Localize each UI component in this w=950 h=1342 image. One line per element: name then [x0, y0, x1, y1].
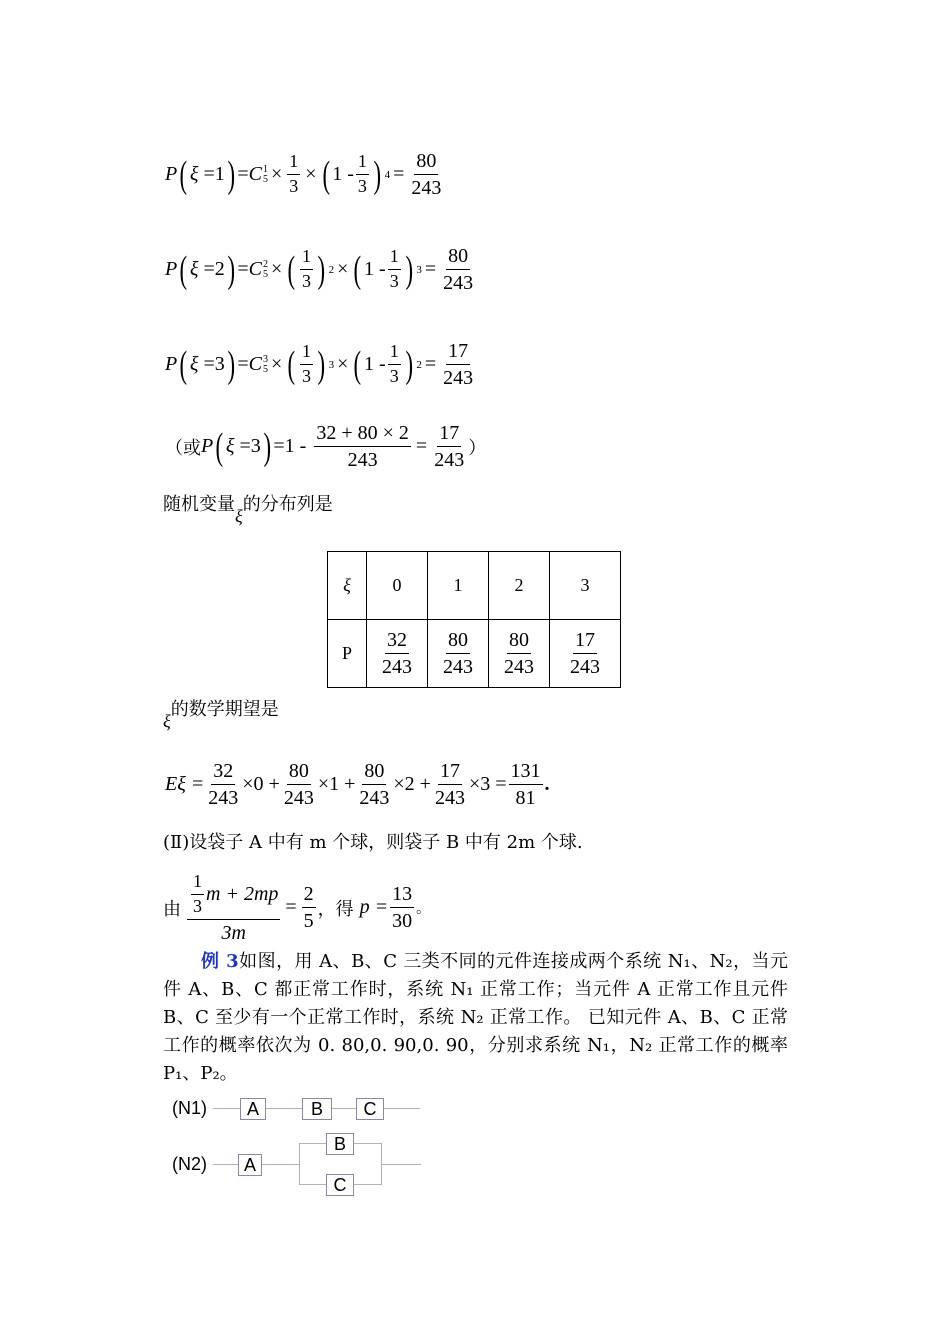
exponent: 3 [416, 263, 422, 276]
expect-intro: ξ的数学期望是 [163, 699, 279, 731]
table-row [328, 620, 621, 688]
comb-sub: 5 [263, 268, 269, 280]
result-fraction: $\frac{80}{243}$ [443, 245, 474, 294]
component-c2: C [326, 1174, 354, 1196]
exponent: 3 [328, 358, 335, 371]
k-value: 3 [250, 435, 261, 457]
formula-p3: P ( ξ = 3 ) = C 3 5 × ( $\frac{1}{3}$ ) 3 × ( 1 - $\frac{1}{3}$ ) 2 = $\frac{17}{243}$ [165, 340, 474, 389]
table-cell: $\frac{32}{243}$ [367, 620, 428, 688]
table-cell: 3 [550, 552, 621, 620]
table-cell: P [328, 620, 367, 688]
xi-symbol: ξ [225, 435, 235, 457]
n1-label: (N1) [172, 1098, 207, 1118]
comb-sup: 3 [263, 353, 269, 365]
formula-alt: （或 P ( ξ = 3 ) =1 - $\frac{32 + 80 \times 2}{243}$ = $\frac{17}{243}$ ） [165, 422, 487, 471]
component-a2: A [238, 1154, 262, 1176]
k-value: 2 [214, 258, 225, 280]
distribution-table [327, 551, 621, 688]
fraction: $\frac{80}{243}$ [359, 760, 390, 809]
example-text: 如图，用 A、B、C 三类不同的元件连接成两个系统 N₁、N₂，当元件 A、B、C 都正常工作时，系统 N₁ 正常工作；当元件 A 正常工作且元件 B、C 至少有一个正常工作时，系统 N₂ 正常工作。 已知元件 A、B、C 正常工作的概率依次为 0. 80,0. 90,0. 90，分别求系统 N₁，N₂ 正常工作的概率 P₁、P₂。 [163, 951, 789, 1084]
fraction: $\frac{32 + 80 \times 2}{243}$ [316, 422, 409, 471]
result-fraction: $\frac{17}{243}$ [443, 340, 474, 389]
lead-text: 由 [163, 898, 181, 920]
one-minus: 1 - [332, 163, 354, 185]
eq-one-minus: =1 - [273, 435, 307, 457]
one-minus: 1 - [364, 258, 386, 280]
comb-sup: 1 [263, 163, 269, 175]
table-cell: 1 [428, 552, 489, 620]
part2-text: (Ⅱ)设袋子 A 中有 m 个球，则袋子 B 中有 2m 个球. [163, 832, 583, 853]
example-label: 例 3 [201, 951, 239, 972]
component-b2: B [326, 1133, 354, 1155]
one-minus: 1 - [364, 353, 386, 375]
exponent: 4 [384, 168, 391, 181]
result-fraction: $\frac{80}{243}$ [411, 150, 442, 199]
formula-p1: P ( ξ = 1 ) = C 1 5 × $\frac{1}{3}$ × ( 1 - $\frac{1}{3}$ ) 4 = $\frac{80}{243}$ [165, 150, 442, 199]
table-row [328, 552, 621, 620]
result-fraction: $\frac{17}{243}$ [434, 422, 465, 471]
fraction: $\frac{17}{243}$ [434, 760, 465, 809]
e-xi: Eξ = [165, 773, 205, 795]
result-fraction: $\frac{131}{81}$ [510, 760, 541, 809]
fraction: $\frac{1}{3}$ [389, 246, 399, 291]
comb-sub: 5 [263, 363, 269, 375]
compound-fraction: $\frac{1}{3}$ m + 2mp 3m [187, 872, 280, 944]
k-value: 3 [214, 353, 225, 375]
fraction: $\frac{1}{3}$ [357, 151, 367, 196]
fraction: $\frac{1}{3}$ [301, 246, 311, 291]
part2-equation: 由 $\frac{1}{3}$ m + 2mp 3m = $\frac{2}{5}$ ，得 p = $\frac{13}{30}$ 。 [163, 871, 431, 944]
xi-symbol: ξ [189, 353, 199, 375]
xi-symbol: ξ [189, 258, 199, 280]
fraction: $\frac{2}{5}$ [303, 883, 314, 933]
dist-intro: 随机变量ξ的分布列是 [163, 494, 333, 526]
exponent: 2 [416, 358, 422, 371]
paren-open: （或 [165, 437, 201, 459]
fraction: $\frac{1}{3}$ [301, 341, 311, 386]
k-value: 1 [214, 163, 225, 185]
n2-label: (N2) [172, 1154, 207, 1174]
component-c: C [356, 1098, 384, 1120]
mid-text: ，得 [317, 898, 354, 920]
p-symbol: P [165, 163, 178, 185]
table-cell: $\frac{80}{243}$ [428, 620, 489, 688]
fraction: $\frac{1}{3}$ [389, 341, 399, 386]
p-var: p = [359, 896, 389, 919]
p-symbol: P [201, 435, 214, 457]
table-cell: $\frac{17}{243}$ [550, 620, 621, 688]
table-cell: 2 [489, 552, 550, 620]
p-symbol: P [165, 258, 178, 280]
comb-sub: 5 [263, 173, 269, 185]
formula-p2: P ( ξ = 2 ) = C 2 5 × ( $\frac{1}{3}$ ) 2 × ( 1 - $\frac{1}{3}$ ) 3 = $\frac{80}{243}$ [165, 245, 474, 294]
fraction: $\frac{32}{243}$ [208, 760, 239, 809]
component-b: B [302, 1098, 332, 1120]
component-a: A [240, 1098, 266, 1120]
fraction: $\frac{1}{3}$ [289, 151, 299, 196]
exponent: 2 [328, 263, 335, 276]
result-fraction: $\frac{13}{30}$ [392, 883, 413, 933]
p-symbol: P [165, 353, 178, 375]
paren-close: ） [468, 437, 487, 459]
expectation-formula: Eξ = $\frac{32}{243}$ ×0 + $\frac{80}{243}$ ×1 + $\frac{80}{243}$ ×2 + $\frac{17}{243}$ ×3 = $\frac{131}{81}$ . [165, 760, 550, 809]
table-cell: ξ [328, 552, 367, 620]
comb-sup: 2 [263, 258, 269, 270]
fraction: $\frac{80}{243}$ [283, 760, 314, 809]
example3-paragraph [163, 948, 788, 1088]
xi-symbol: ξ [189, 163, 199, 185]
table-cell: $\frac{80}{243}$ [489, 620, 550, 688]
table-cell: 0 [367, 552, 428, 620]
